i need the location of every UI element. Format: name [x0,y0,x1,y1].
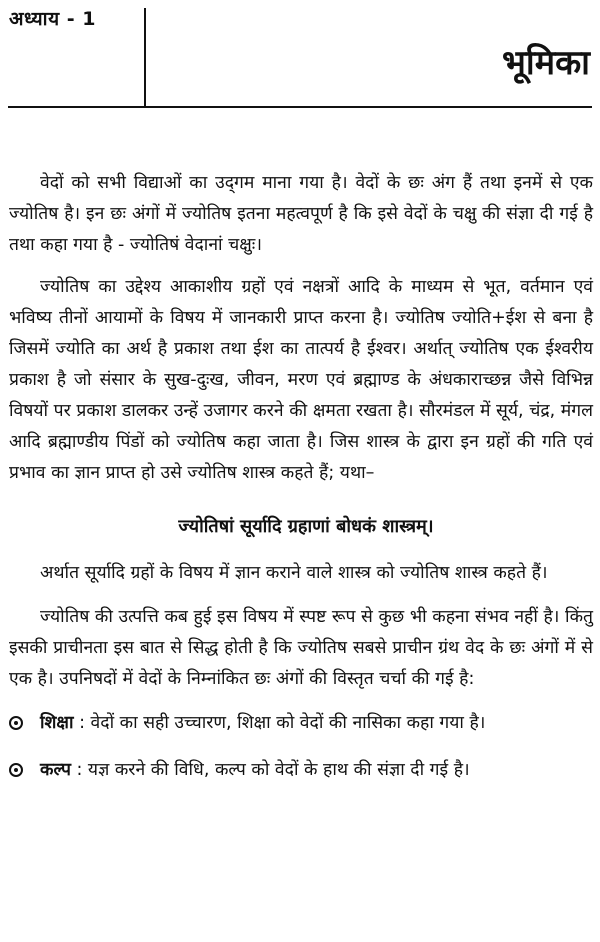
chapter-header [0,0,600,110]
list-item-separator: : [73,713,91,733]
paragraph: ज्योतिष का उद्देश्य आकाशीय ग्रहों एवं नक्षत्रों आदि के माध्यम से भूत, वर्तमान एवं भविष्य तीनों आयामों के विषय में जानकारी प्राप्त करना है। ज्योतिष ज्योति+ईश से बना है जिसमें ज्योति का अर्थ है प्रकाश तथा ईश का तात्पर्य है ईश्वर। अर्थात् ज्योतिष एक ईश्वरीय प्रकाश है जो संसार के सुख-दुःख, जीवन, मरण एवं ब्रह्माण्ड के अंधकाराच्छन्न जैसे विभिन्न विषयों पर प्रकाश डालकर उन्हें उजागर करने की क्षमता रखता है। सौरमंडल में सूर्य, चंद्र, मंगल आदि ब्रह्माण्डीय पिंडों को ज्योतिष कहा जाता है। जिस शास्त्र के द्वारा इन ग्रहों की गति एवं प्रभाव का ज्ञान प्राप्त हो उसे ज्योतिष शास्त्र कहते हैं; यथा– [9,277,593,483]
page-body [9,168,593,802]
circled-dot-bullet-icon [9,763,23,777]
list-item-term: कल्प [40,760,71,780]
paragraph: ज्योतिष की उत्पत्ति कब हुई इस विषय में स्पष्ट रूप से कुछ भी कहना संभव नहीं है। किंतु इसकी प्राचीनता इस बात से सिद्ध होती है कि ज्योतिष सबसे प्राचीन ग्रंथ वेद के छः अंगों में से एक है। उपनिषदों में वेदों के निम्नांकित छः अंगों की विस्तृत चर्चा की गई है: [9,607,593,689]
paragraph: वेदों को सभी विद्याओं का उद्‌गम माना गया है। वेदों के छः अंग हैं तथा इनमें से एक ज्योतिष है। इन छः अंगों में ज्योतिष इतना महत्वपूर्ण है कि इसे वेदों के चक्षु की संज्ञा दी गई है तथा कहा गया है - ज्योतिषं वेदानां चक्षुः। [9,173,593,255]
list-item-term: शिक्षा [40,713,74,733]
list-item-text: यज्ञ करने की विधि, कल्प को वेदों के हाथ की संज्ञा दी गई है। [87,760,470,780]
header-vertical-divider [144,8,146,108]
list-item [9,755,593,786]
paragraph: अर्थात सूर्यादि ग्रहों के विषय में ज्ञान कराने वाले शास्त्र को ज्योतिष शास्त्र कहते हैं। [40,563,548,583]
list-item [9,708,593,739]
sanskrit-quote: ज्योतिषां सूर्यादि ग्रहाणां बोधकं शास्त्रम्। [178,516,434,537]
circled-dot-bullet-icon [9,716,23,730]
header-horizontal-divider [8,106,592,108]
list-item-text: वेदों का सही उच्चारण, शिक्षा को वेदों की नासिका कहा गया है। [90,713,486,733]
vedanga-list [9,708,593,786]
chapter-number-label: अध्याय - 1 [9,8,96,30]
chapter-title: भूमिका [502,43,590,83]
list-item-separator: : [70,760,88,780]
